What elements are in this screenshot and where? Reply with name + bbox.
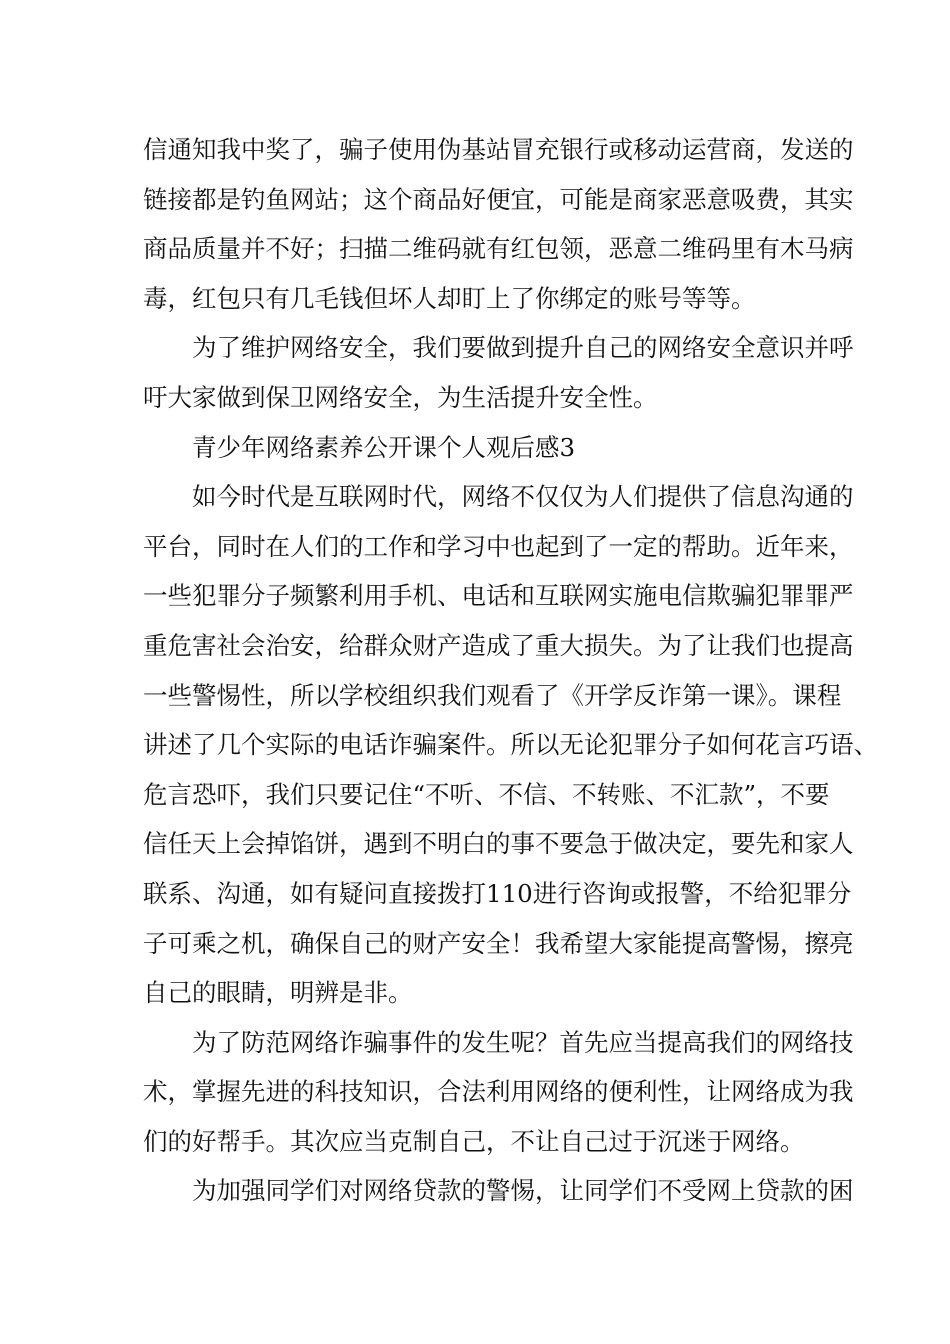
- body-text: [143, 125, 878, 1216]
- paragraph-start-line: 为加强同学们对网络贷款的警惕，让同学们不受网上贷款的困: [192, 1176, 854, 1206]
- section-heading: 青少年网络素养公开课个人观后感3: [192, 432, 576, 462]
- text-line: 信通知我中奖了，骗子使用伪基站冒充银行或移动运营商，发送的: [143, 135, 854, 164]
- text-line: 们的好帮手。其次应当克制自己，不让自己过于沉迷于网络。: [143, 1126, 805, 1156]
- paragraph-start-line: 为了防范网络诈骗事件的发生呢？首先应当提高我们的网络技: [192, 1027, 854, 1057]
- paragraph-start-line: 如今时代是互联网时代，网络不仅仅为人们提供了信息沟通的: [192, 482, 854, 512]
- text-line: 一些犯罪分子频繁利用手机、电话和互联网实施电信欺骗犯罪罪严: [143, 581, 854, 611]
- text-line: 联系、沟通，如有疑问直接拨打110进行咨询或报警，不给犯罪分: [143, 878, 852, 908]
- text-line: 自己的眼睛，明辨是非。: [143, 978, 413, 1008]
- text-line: 重危害社会治安，给群众财产造成了重大损失。为了让我们也提高: [143, 630, 854, 660]
- text-line: 讲述了几个实际的电话诈骗案件。所以无论犯罪分子如何花言巧语、: [143, 730, 878, 760]
- text-line: 吁大家做到保卫网络安全，为生活提升安全性。: [143, 382, 658, 412]
- text-line: 子可乘之机，确保自己的财产安全！我希望大家能提高警惕，擦亮: [143, 928, 854, 958]
- text-line: 毒，红包只有几毛钱但坏人却盯上了你绑定的账号等等。: [143, 283, 756, 313]
- text-line: 商品质量并不好；扫描二维码就有红包领，恶意二维码里有木马病: [143, 234, 854, 264]
- text-line: 术，掌握先进的科技知识，合法利用网络的便利性，让网络成为我: [143, 1077, 854, 1107]
- text-line: 信任天上会掉馅饼，遇到不明白的事不要急于做决定，要先和家人: [143, 829, 854, 859]
- text-line: 一些警惕性，所以学校组织我们观看了《开学反诈第一课》。课程: [143, 680, 842, 710]
- text-line: 危言恐吓，我们只要记住“不听、不信、不转账、不汇款”，不要: [143, 779, 830, 809]
- paragraph-start-line: 为了维护网络安全，我们要做到提升自己的网络安全意识并呼: [192, 333, 854, 363]
- text-line: 链接都是钓鱼网站；这个商品好便宜，可能是商家恶意吸费，其实: [143, 184, 854, 214]
- text-line: 平台，同时在人们的工作和学习中也起到了一定的帮助。近年来，: [143, 531, 854, 561]
